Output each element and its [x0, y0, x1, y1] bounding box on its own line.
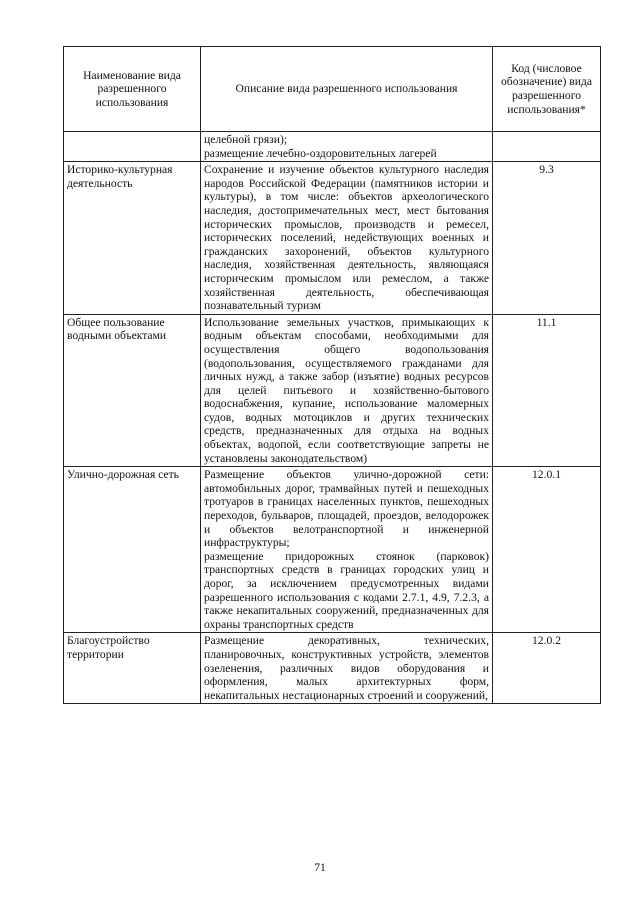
description-paragraph: Размещение декоративных, технических, планировочных, конструктивных устройств, элементов озеленения, различных видов оборудования и оформления, малых архитектурных форм, некапитальных нестационарных строений и сооружений, — [204, 634, 489, 702]
table-row — [64, 633, 601, 704]
row-name: Историко-культурная деятельность — [64, 162, 201, 315]
header-code: Код (числовое обозначение) вида разрешенного использования* — [493, 47, 601, 132]
table-row — [64, 314, 601, 467]
description-paragraph: Использование земельных участков, примыкающих к водным объектам способами, необходимыми для осуществления общего водопользования (водопользования, осуществляемого гражданами для личных нужд, а также забор (изъятие) водных ресурсов для целей питьевого и хозяйственно-бытового водоснабжения, купание, использование маломерных судов, водных мотоциклов и других технических средств, предназначенных для отдыха на водных объектах, водопой, если соответствующие запреты не установлены законодательством) — [204, 315, 489, 465]
row-code: 12.0.2 — [493, 633, 601, 704]
row-name: Улично-дорожная сеть — [64, 467, 201, 633]
row-description — [201, 633, 493, 704]
continuation-line: размещение лечебно-оздоровительных лагерей — [204, 146, 437, 160]
page-number: 71 — [314, 861, 326, 874]
row-name: Благоустройство территории — [64, 633, 201, 704]
description-paragraph: Сохранение и изучение объектов культурного наследия народов Российской Федерации (памятников истории и культуры), в том числе: объектов археологического наследия, достопримечательных мест, мест бытования исторических промыслов, производств и ремесел, исторических поселений, недействующих военных и гражданских захоронений, объектов культурного наследия, хозяйственная деятельность, являющаяся историческим промыслом или ремеслом, а также хозяйственная деятельность, обеспечивающая познавательный туризм — [204, 163, 489, 313]
continuation-line: целебной грязи); — [204, 133, 288, 146]
description-paragraph: размещение придорожных стоянок (парковок) транспортных средств в границах городских улиц и дорог, за исключением предусмотренных видами разрешенного использования с кодами 2.7.1, 4.9, 7.2.3, а также некапитальных сооружений, предназначенных для охраны транспортных средств — [204, 549, 489, 631]
row-description — [201, 162, 493, 315]
continuation-description-cell — [201, 132, 493, 162]
header-name: Наименование вида разрешенного использования — [64, 47, 201, 132]
description-paragraph: Размещение объектов улично-дорожной сети: автомобильных дорог, трамвайных путей и пешеходных тротуаров в границах населенных пунктов, пешеходных переходов, бульваров, площадей, проездов, велодорожек и объектов велотранспортной и инженерной инфраструктуры; — [204, 468, 489, 550]
continuation-name-cell — [64, 132, 201, 162]
table-header-row — [64, 47, 601, 132]
continuation-row — [64, 132, 601, 162]
land-use-table — [63, 46, 601, 704]
header-description: Описание вида разрешенного использования — [201, 47, 493, 132]
table-row — [64, 162, 601, 315]
row-code: 11.1 — [493, 314, 601, 467]
row-code: 12.0.1 — [493, 467, 601, 633]
row-description — [201, 314, 493, 467]
table-row — [64, 467, 601, 633]
row-description — [201, 467, 493, 633]
row-code: 9.3 — [493, 162, 601, 315]
continuation-code-cell — [493, 132, 601, 162]
row-name: Общее пользование водными объектами — [64, 314, 201, 467]
